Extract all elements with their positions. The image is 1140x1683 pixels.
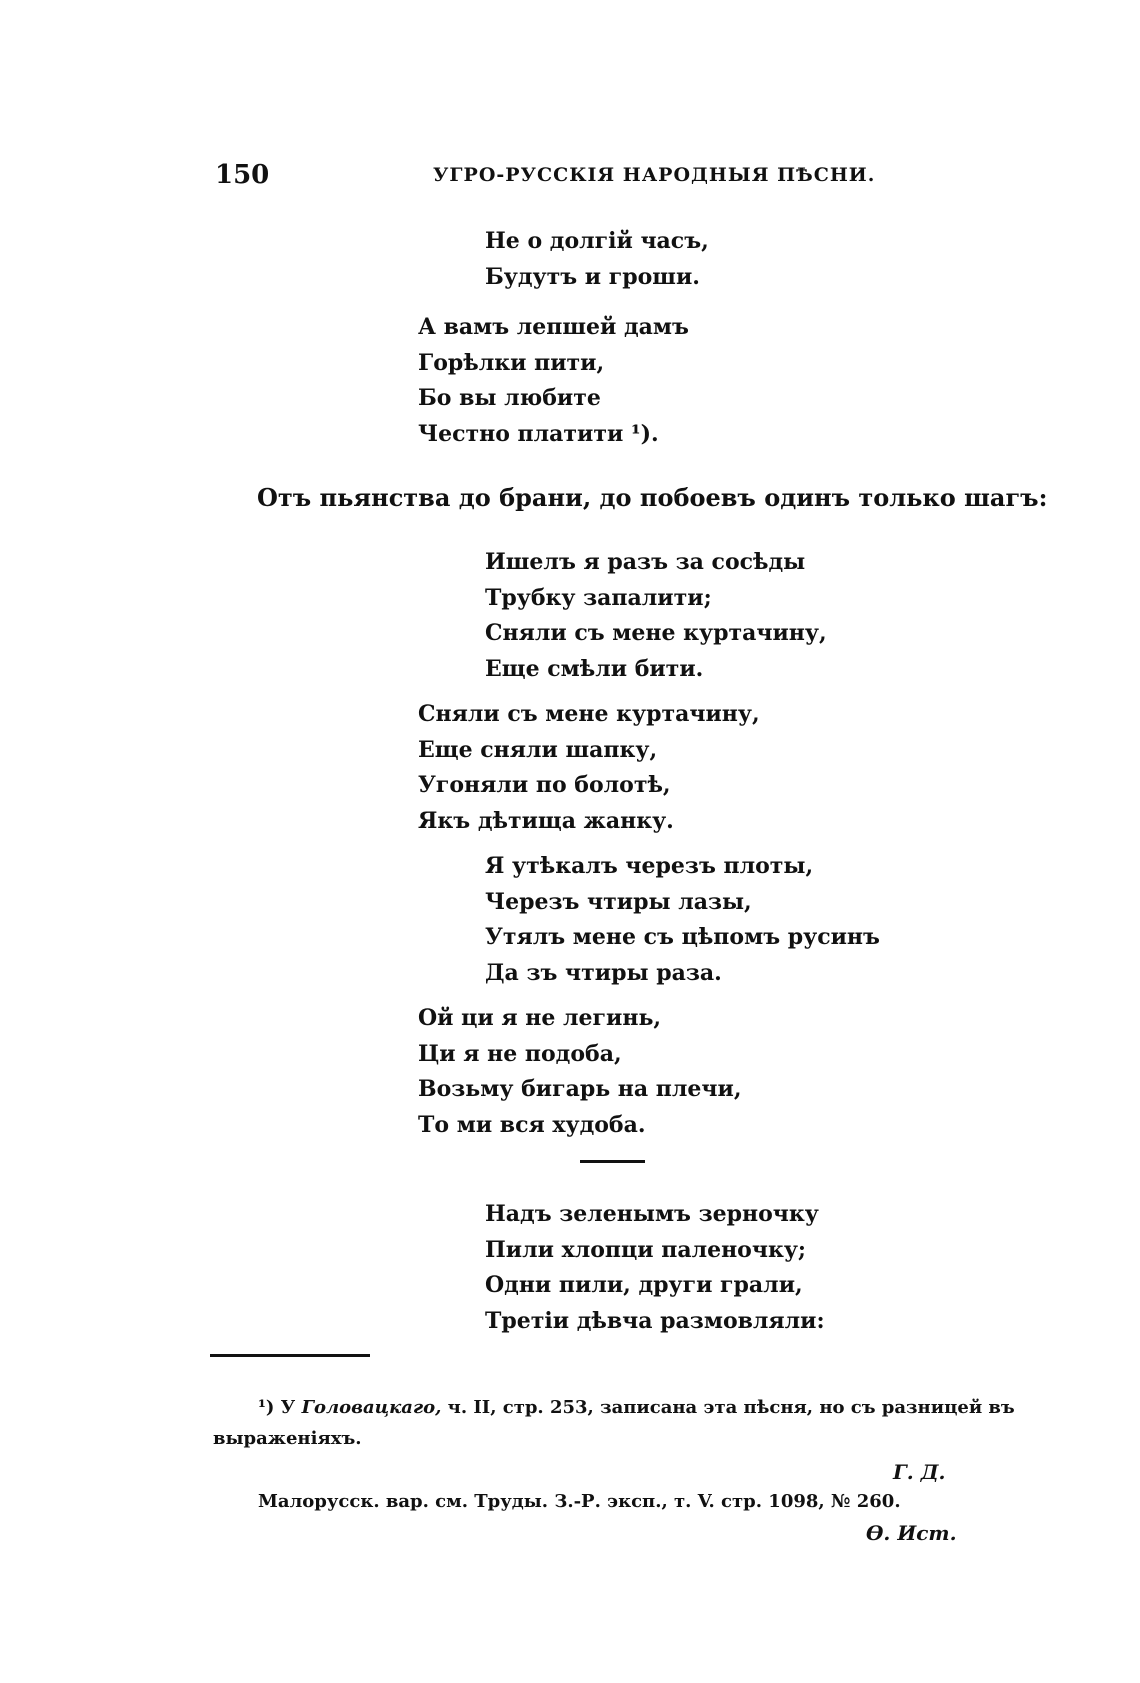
stanza [418,1001,742,1143]
verse-line: Бо вы любите [418,385,601,411]
stanza [485,224,709,295]
verse-line: Сняли съ мене куртачину, [418,701,760,727]
verse-line: Пили хлопци паленочку; [485,1236,807,1263]
verse-line: Еще сняли шапку, [418,736,658,763]
footnote-rule [210,1354,370,1357]
footnote-text: ч. II, стр. 253, записана эта пѣсня, но съ разницей въ [447,1397,1015,1418]
verse-line: Ой ци я не легинь, [418,1005,662,1031]
verse-line: Ци я не подоба, [418,1040,622,1067]
verse-line: Надъ зеленымъ зерночку [485,1201,819,1227]
stanza [485,1197,825,1339]
verse-line: Еще смѣли бити. [485,655,704,682]
verse-line: Третіи дѣвча размовляли: [485,1307,825,1334]
verse-line: Будутъ и гроши. [485,263,700,290]
stanza [485,545,827,687]
prose-line: Отъ пьянства до брани, до побоевъ одинъ только шагъ: [257,483,1048,512]
verse-line: Горѣлки пити, [418,349,605,376]
verse-line: Сняли съ мене куртачину, [485,620,827,646]
section-divider [580,1160,645,1163]
stanza [418,310,689,452]
page-header [215,160,915,200]
footnote-marker: ¹) У [258,1397,296,1418]
verse-line: Утялъ мене съ цѣпомъ русинъ [485,924,880,950]
verse-line: Да зъ чтиры раза. [485,959,722,986]
verse-line: Якъ дѣтища жанку. [418,807,674,834]
footnote-author: Головацкаго, [301,1397,442,1418]
verse-line: А вамъ лепшей дамъ [418,314,689,340]
verse-line: Трубку запалити; [485,584,712,611]
stanza [485,849,880,991]
verse-line: Черезъ чтиры лазы, [485,888,752,915]
verse-line: Возьму бигарь на плечи, [418,1076,742,1102]
footnote-line: Малорусск. вар. см. Труды. З.-Р. эксп., т. V. стр. 1098, № 260. [258,1491,901,1512]
verse-line: Одни пили, други грали, [485,1272,803,1298]
verse-line: Я утѣкалъ черезъ плоты, [485,853,814,879]
verse-line: Честно платити ¹). [418,420,659,447]
footnote-signature: Г. Д. [893,1460,946,1484]
verse-line: Ишелъ я разъ за сосѣды [485,549,806,575]
verse-line: То ми вся худоба. [418,1111,646,1138]
footnote-signature: Ө. Ист. [866,1521,957,1545]
running-head: УГРО-РУССКІЯ НАРОДНЫЯ ПѢСНИ. [433,164,876,186]
verse-line: Угоняли по болотѣ, [418,772,671,798]
footnote-line [258,1397,1015,1418]
footnote-line: выраженіяхъ. [213,1428,362,1449]
stanza [418,697,760,839]
page-number: 150 [215,160,270,190]
verse-line: Не о долгій часъ, [485,228,709,254]
